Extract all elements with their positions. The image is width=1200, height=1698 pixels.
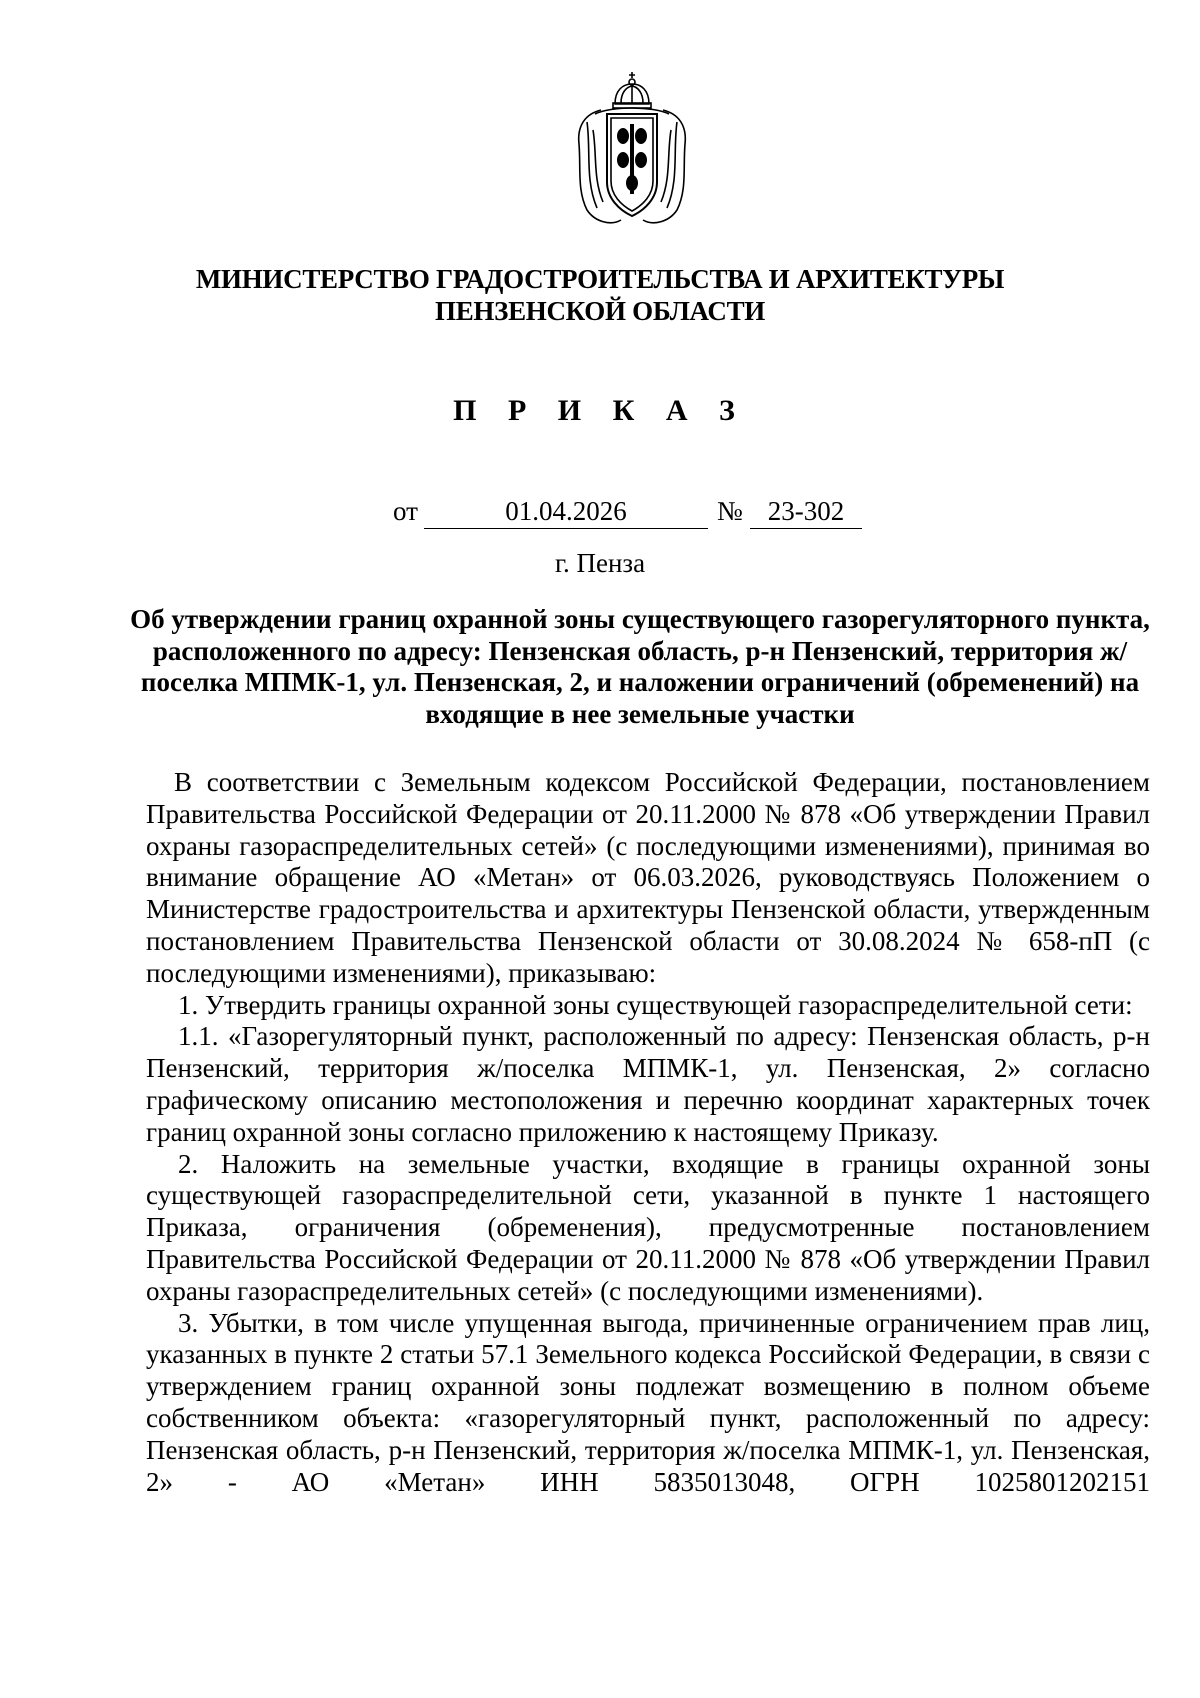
order-body: [146, 767, 1150, 1498]
paragraph-item-2: 2. Наложить на земельные участки, входящие в границы охранной зоны существующей газораспределительной сети, указанной в пункте 1 настоящего Приказа, ограничения (обременения), предусмотренные постановлением Правительства Российской Федерации от 20.11.2000 № 878 «Об утверждении Правил охраны газораспределительных сетей» (с последующими изменениями).: [146, 1148, 1150, 1306]
paragraph-preamble: В соответствии с Земельным кодексом Российской Федерации, постановлением Правительства Российской Федерации от 20.11.2000 № 878 «Об утверждении Правил охраны газораспределительных сетей» (с последующими изменениями), принимая во внимание обращение АО «Метан» от 06.03.2026, руководствуясь Положением о Министерстве градостроительства и архитектуры Пензенской области, утвержденным постановлением Правительства Пензенской области от 30.08.2024 № 658-пП (с последующими изменениями), приказываю:: [146, 767, 1150, 988]
document-type-title: П Р И К А З: [453, 394, 747, 427]
paragraph-item-1: 1. Утвердить границы охранной зоны существующей газораспределительной сети:: [178, 989, 1133, 1020]
paragraph-item-3: 3. Убытки, в том числе упущенная выгода, причиненные ограничением прав лиц, указанных в пункте 2 статьи 57.1 Земельного кодекса Российской Федерации, в связи с утверждением границ охранной зоны подлежат возмещению в полном объеме собственником объекта: «газорегуляторный пункт, расположенный по адресу: Пензенская область, р-н Пензенский, территория ж/поселка МПМК-1, ул. Пензенская, 2» - АО «Метан» ИНН 5835013048, ОГРН 1025801202151: [146, 1307, 1150, 1497]
date-prefix: от: [393, 496, 418, 526]
order-date: 01.04.2026: [424, 494, 708, 529]
order-subject: Об утверждении границ охранной зоны существующего газорегуляторного пункта, расположенного по адресу: Пензенская область, р-н Пензенский, территория ж/поселка МПМК-1, ул. Пензенская, 2, и наложении ограничений (обременений) на входящие в нее земельные участки: [130, 604, 1150, 729]
paragraph-item-1-1: 1.1. «Газорегуляторный пункт, расположенный по адресу: Пензенская область, р-н Пензенский, территория ж/поселка МПМК-1, ул. Пензенская, 2» согласно графическому описанию местоположения и перечню координат характерных точек границ охранной зоны согласно приложению к настоящему Приказу.: [146, 1021, 1150, 1147]
ministry-name-line-2: ПЕНЗЕНСКОЙ ОБЛАСТИ: [435, 296, 765, 326]
city-line: г. Пенза: [554, 548, 646, 578]
number-sign: №: [717, 496, 743, 526]
order-number: 23-302: [750, 494, 862, 529]
ministry-name-line-1: МИНИСТЕРСТВО ГРАДОСТРОИТЕЛЬСТВА И АРХИТЕКТУРЫ: [195, 264, 1005, 294]
coat-of-arms-icon: [571, 70, 693, 230]
